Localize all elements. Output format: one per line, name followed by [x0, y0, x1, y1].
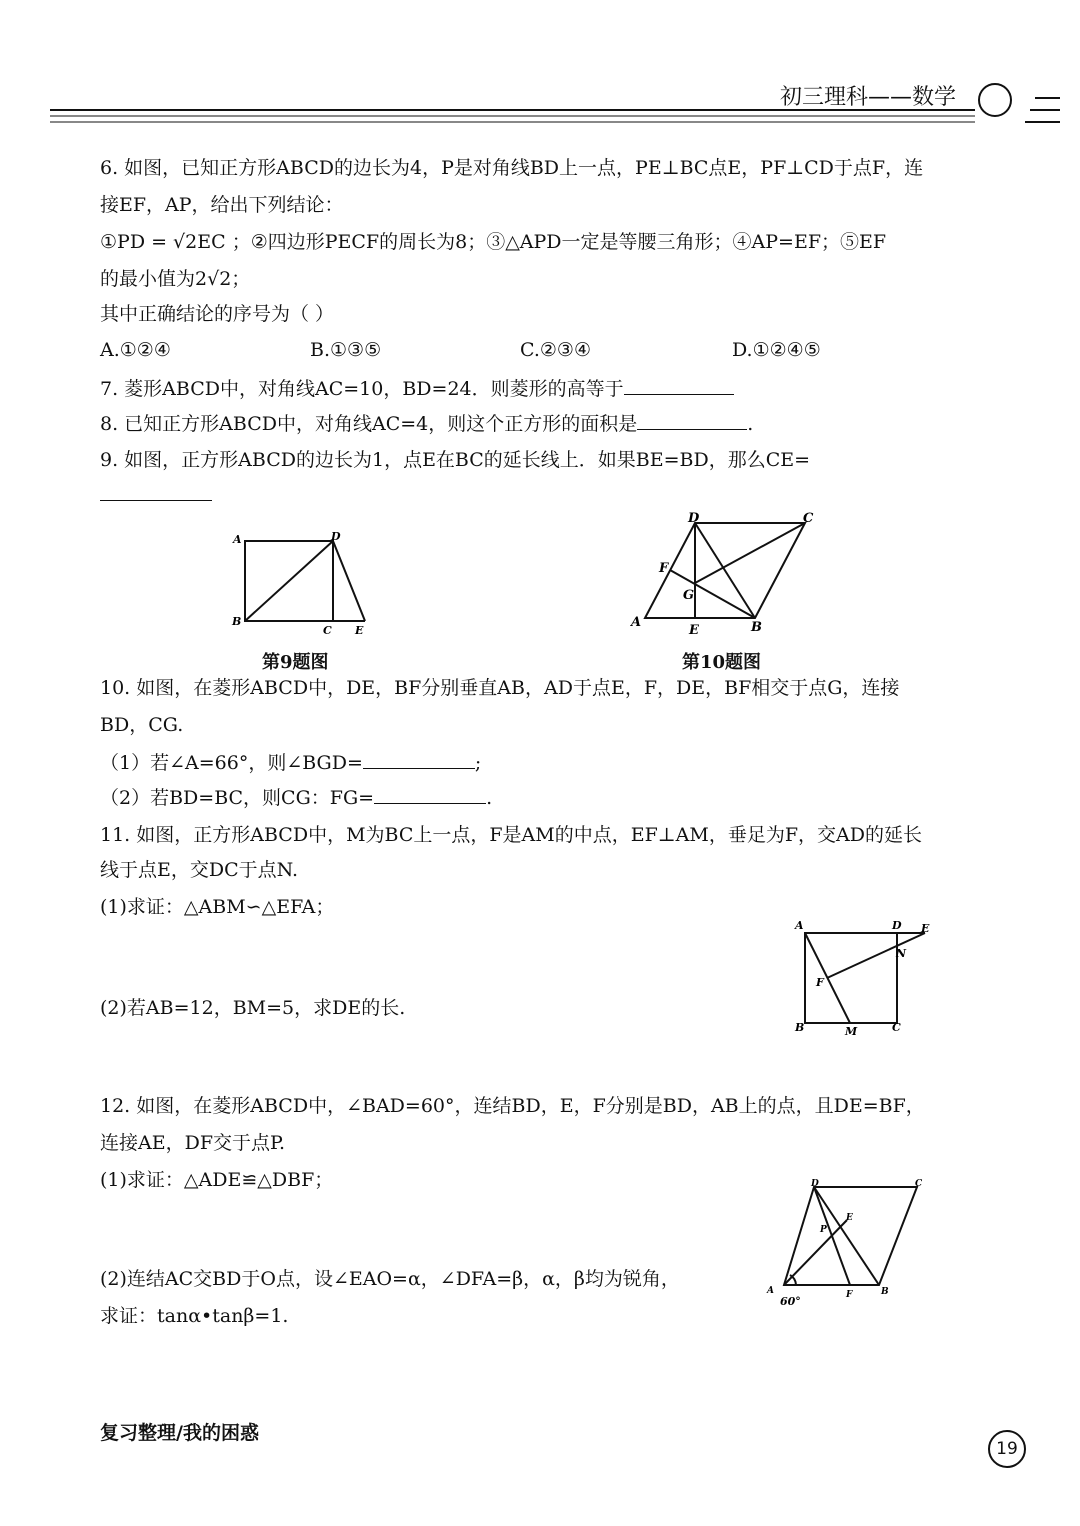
q11-part2: (2)若AB=12，BM=5，求DE的长.: [100, 997, 406, 1019]
fig12-label-p: P: [820, 1225, 827, 1235]
figure-12: [762, 1175, 932, 1310]
fig9-label-b: B: [232, 615, 242, 628]
fig12-angle-label: 60°: [780, 1295, 801, 1308]
q6-line4: 的最小值为2√2；: [100, 268, 251, 290]
q10-line2: BD，CG.: [100, 714, 184, 736]
q10-part2-blank[interactable]: [374, 785, 486, 804]
q12-part1: (1)求证：△ADE≌△DBF；: [100, 1169, 334, 1191]
fig9-caption: 第9题图: [262, 652, 329, 673]
q10-part1-end: ;: [474, 752, 482, 774]
q12-part2: (2)连结AC交BD于O点，设∠EAO=α，∠DFA=β，α，β均为锐角，: [100, 1268, 680, 1290]
fig10-label-d: D: [688, 511, 700, 526]
fig10-label-a: A: [631, 615, 642, 630]
q7-line: [100, 376, 1020, 402]
q10-part1: [100, 750, 1020, 776]
review-heading: 复习整理/我的困惑: [100, 1422, 259, 1444]
q6-line2: 接EF，AP，给出下列结论：: [100, 194, 344, 216]
fig11-label-c: C: [892, 1021, 901, 1034]
q7-answer-blank[interactable]: [624, 376, 734, 395]
q8-answer-blank[interactable]: [637, 411, 747, 430]
q6-line5: 其中正确结论的序号为（ ）: [100, 303, 335, 325]
q10-part2-text: （2）若BD=BC，则CG：FG=: [100, 787, 375, 809]
q12-part3: 求证：tanα•tanβ=1.: [100, 1305, 289, 1327]
header-rule: [0, 0, 1080, 140]
header-title: 初三理科——数学: [780, 85, 957, 110]
fig12-label-a: A: [767, 1286, 774, 1296]
fig9-label-d: D: [331, 530, 341, 543]
fig12-label-e: E: [846, 1213, 853, 1223]
q12-line2: 连接AE，DF交于点P.: [100, 1132, 285, 1154]
q10-part1-text: （1）若∠A=66°，则∠BGD=: [100, 752, 363, 774]
q9-line: 9. 如图，正方形ABCD的边长为1，点E在BC的延长线上．如果BE=BD，那么CE=: [100, 449, 811, 471]
q10-part2-end: .: [486, 787, 493, 809]
fig9-label-a: A: [233, 533, 242, 546]
fig11-label-m: M: [845, 1025, 858, 1038]
fig10-label-g: G: [683, 588, 695, 603]
page-number: 19: [988, 1430, 1026, 1468]
fig11-label-d: D: [892, 919, 902, 932]
fig10-label-c: C: [803, 511, 814, 526]
q6-option-a: A.①②④: [100, 339, 171, 361]
q8-line: [100, 411, 1020, 437]
fig12-label-f: F: [846, 1290, 853, 1300]
q8-end: .: [747, 413, 754, 435]
fig9-label-e: E: [355, 624, 364, 637]
q10-part1-blank[interactable]: [363, 750, 475, 769]
fig11-label-n: N: [896, 947, 907, 960]
q10-line1: 10. 如图，在菱形ABCD中，DE，BF分别垂直AB，AD于点E，F，DE，BF相交于点G，连接: [100, 677, 900, 699]
fig10-label-e: E: [689, 623, 699, 638]
q6-option-b: B.①③⑤: [310, 339, 382, 361]
q12-line1: 12. 如图，在菱形ABCD中，∠BAD=60°，连结BD，E，F分别是BD，AB上的点，且DE=BF，: [100, 1095, 925, 1117]
header-circle-icon: [979, 84, 1011, 116]
fig11-label-a: A: [795, 919, 804, 932]
q6-option-d: D.①②④⑤: [732, 339, 821, 361]
fig10-label-b: B: [751, 620, 762, 635]
fig12-label-d: D: [811, 1179, 819, 1189]
q6-option-c: C.②③④: [520, 339, 591, 361]
q6-line1: 6. 如图，已知正方形ABCD的边长为4，P是对角线BD上一点，PE⊥BC点E，PF⊥CD于点F，连: [100, 157, 924, 179]
q8-text: 8. 已知正方形ABCD中，对角线AC=4，则这个正方形的面积是: [100, 413, 638, 435]
fig10-caption: 第10题图: [682, 652, 762, 673]
figure-10: [625, 508, 825, 643]
fig12-label-b: B: [881, 1287, 889, 1297]
figure-9: [225, 525, 385, 640]
fig11-label-b: B: [795, 1021, 805, 1034]
q11-line2: 线于点E，交DC于点N.: [100, 859, 299, 881]
fig11-label-f: F: [816, 976, 824, 989]
q6-line3: ①PD = √2EC ；②四边形PECF的周长为8；③△APD一定是等腰三角形；④AP=EF；⑤EF: [100, 231, 887, 253]
fig10-label-f: F: [659, 561, 669, 576]
q11-line1: 11. 如图，正方形ABCD中，M为BC上一点，F是AM的中点，EF⊥AM，垂足为F，交AD的延长: [100, 824, 922, 846]
q10-part2: [100, 785, 1020, 811]
fig11-label-e: E: [921, 922, 930, 935]
q7-text: 7. 菱形ABCD中，对角线AC=10，BD=24．则菱形的高等于: [100, 378, 624, 400]
q11-part1: (1)求证：△ABM∽△EFA；: [100, 896, 335, 918]
q9-answer-blank[interactable]: [100, 500, 212, 501]
figure-11: [790, 915, 940, 1040]
fig9-label-c: C: [323, 624, 332, 637]
fig12-label-c: C: [915, 1179, 923, 1189]
